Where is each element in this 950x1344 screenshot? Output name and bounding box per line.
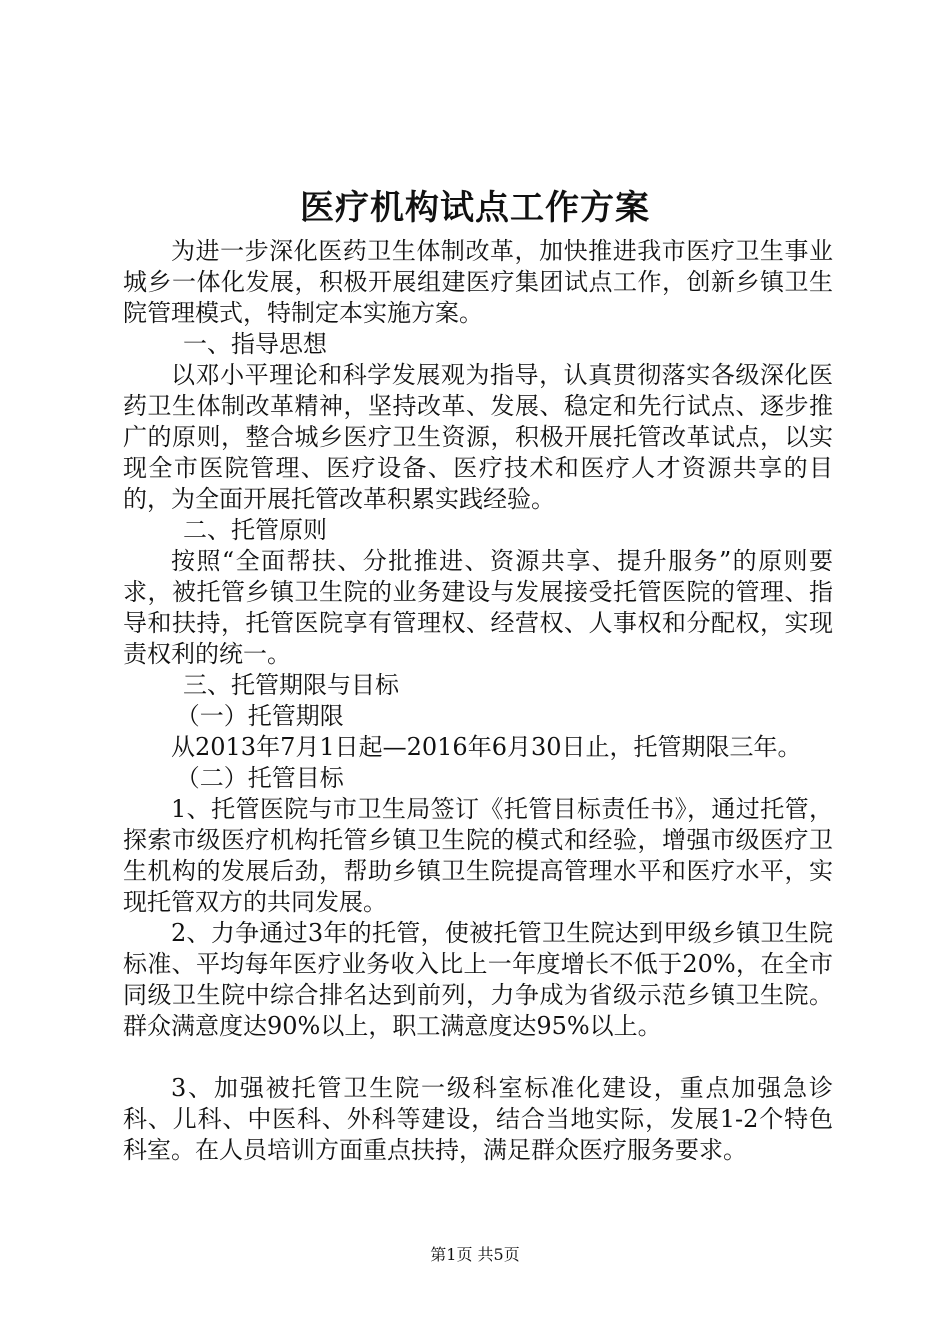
- section-heading-trusteeship-principles: 二、托管原则: [183, 516, 327, 544]
- subsection-heading-goals: （二）托管目标: [175, 764, 344, 792]
- section-heading-guiding-ideology: 一、指导思想: [183, 330, 327, 358]
- goal-item-3: 3、加强被托管卫生院一级科室标准化建设，重点加强急诊科、儿科、中医科、外科等建设，结合当地实际，发展1-2个特色科室。在人员培训方面重点扶持，满足群众医疗服务要求。: [123, 1074, 833, 1164]
- document-body: [123, 236, 833, 1166]
- goal-item-2: 2、力争通过3年的托管，使被托管卫生院达到甲级乡镇卫生院标准、平均每年医疗业务收入比上一年度增长不低于20%，在全市同级卫生院中综合排名达到前列，力争成为省级示范乡镇卫生院。群众满意度达90%以上，职工满意度达95%以上。: [123, 919, 833, 1040]
- guiding-ideology-paragraph: 以邓小平理论和科学发展观为指导，认真贯彻落实各级深化医药卫生体制改革精神，坚持改革、发展、稳定和先行试点、逐步推广的原则，整合城乡医疗卫生资源，积极开展托管改革试点，以实现全市医院管理、医疗设备、医疗技术和医疗人才资源共享的目的，为全面开展托管改革积累实践经验。: [123, 361, 833, 513]
- trusteeship-principles-paragraph: 按照“全面帮扶、分批推进、资源共享、提升服务”的原则要求，被托管乡镇卫生院的业务建设与发展接受托管医院的管理、指导和扶持，托管医院享有管理权、经营权、人事权和分配权，实现责权利的统一。: [123, 547, 833, 668]
- subsection-heading-term: （一）托管期限: [175, 702, 344, 730]
- page-footer: 第1页 共5页: [430, 1245, 520, 1264]
- document-title: 医疗机构试点工作方案: [300, 188, 650, 228]
- section-heading-term-and-goals: 三、托管期限与目标: [183, 671, 399, 699]
- term-paragraph: 从2013年7月1日起—2016年6月30日止，托管期限三年。: [171, 733, 802, 761]
- goal-item-1: 1、托管医院与市卫生局签订《托管目标责任书》，通过托管，探索市级医疗机构托管乡镇卫生院的模式和经验，增强市级医疗卫生机构的发展后劲，帮助乡镇卫生院提高管理水平和医疗水平，实现托管双方的共同发展。: [123, 795, 833, 916]
- intro-paragraph: 为进一步深化医药卫生体制改革，加快推进我市医疗卫生事业城乡一体化发展，积极开展组建医疗集团试点工作，创新乡镇卫生院管理模式，特制定本实施方案。: [123, 237, 833, 327]
